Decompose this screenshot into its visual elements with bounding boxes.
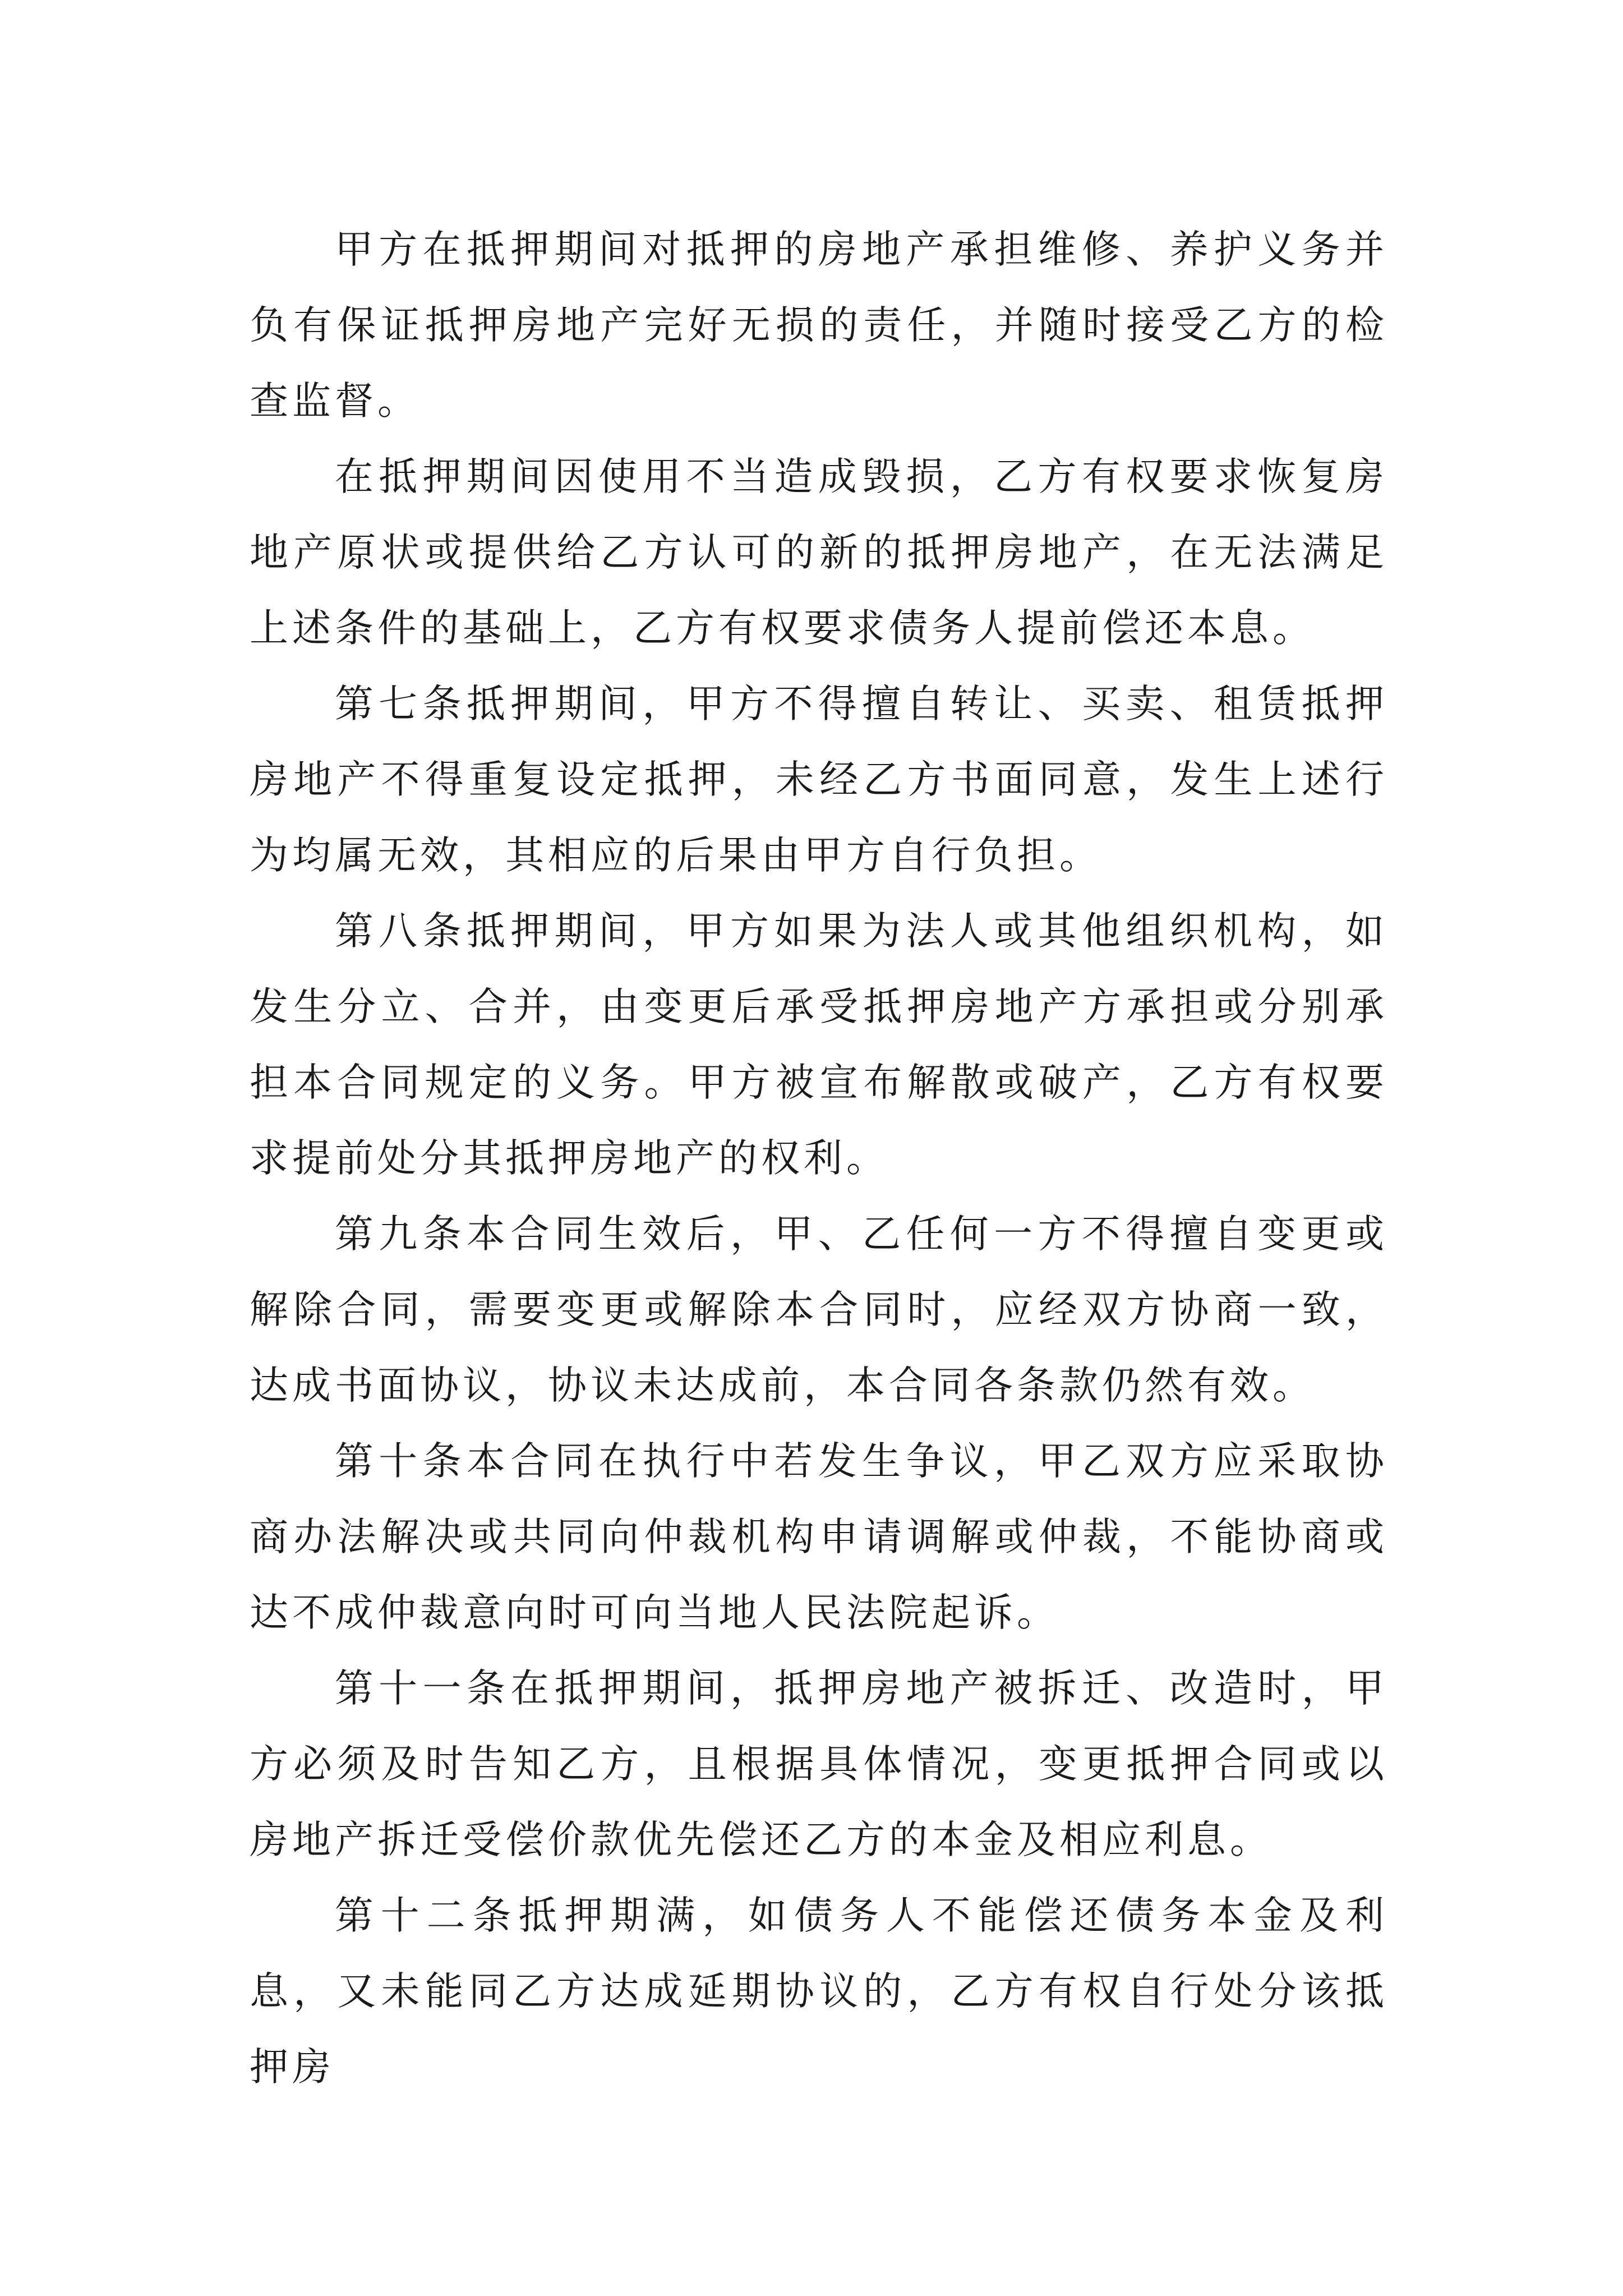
paragraph-article-10: 第十条本合同在执行中若发生争议，甲乙双方应采取协商办法解决或共同向仲裁机构申请调解或仲裁，不能协商或达不成仲裁意向时可向当地人民法院起诉。 — [250, 1439, 1388, 1635]
paragraph-maintenance-duty: 甲方在抵押期间对抵押的房地产承担维修、养护义务并负有保证抵押房地产完好无损的责任，并随时接受乙方的检查监督。 — [250, 227, 1388, 424]
paragraph-article-12: 第十二条抵押期满，如债务人不能偿还债务本金及利息，又未能同乙方达成延期协议的，乙方有权自行处分该抵押房 — [250, 1893, 1388, 2090]
paragraph-article-8: 第八条抵押期间，甲方如果为法人或其他组织机构，如发生分立、合并，由变更后承受抵押房地产方承担或分别承担本合同规定的义务。甲方被宣布解散或破产，乙方有权要求提前处分其抵押房地产的权利。 — [250, 909, 1388, 1181]
paragraph-article-9: 第九条本合同生效后，甲、乙任何一方不得擅自变更或解除合同，需要变更或解除本合同时，应经双方协商一致，达成书面协议，协议未达成前，本合同各条款仍然有效。 — [250, 1212, 1388, 1408]
document-body — [250, 212, 1388, 2105]
paragraph-article-11: 第十一条在抵押期间，抵押房地产被拆迁、改造时，甲方必须及时告知乙方，且根据具体情况，变更抵押合同或以房地产拆迁受偿价款优先偿还乙方的本金及相应利息。 — [250, 1666, 1388, 1862]
paragraph-damage-remedy: 在抵押期间因使用不当造成毁损，乙方有权要求恢复房地产原状或提供给乙方认可的新的抵押房地产，在无法满足上述条件的基础上，乙方有权要求债务人提前偿还本息。 — [250, 454, 1388, 651]
paragraph-article-7: 第七条抵押期间，甲方不得擅自转让、买卖、租赁抵押房地产不得重复设定抵押，未经乙方书面同意，发生上述行为均属无效，其相应的后果由甲方自行负担。 — [250, 682, 1388, 878]
